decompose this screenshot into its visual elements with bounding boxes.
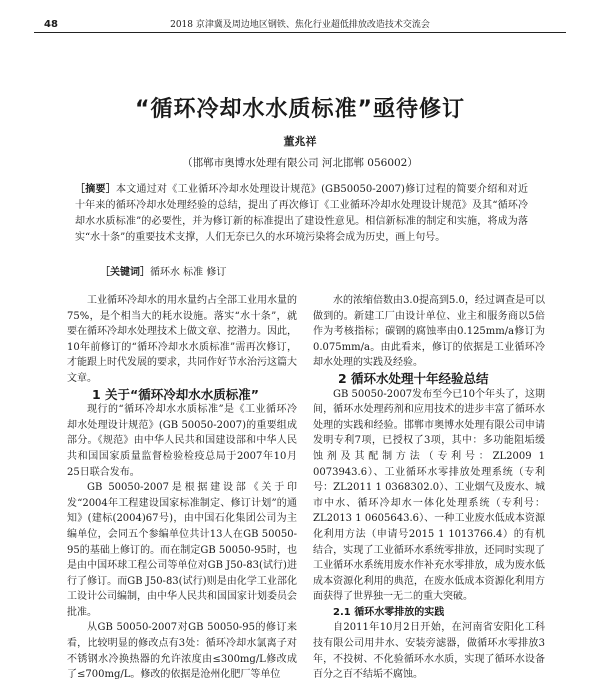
paragraph: 水的浓缩倍数由3.0提高到5.0，经过调查是可以做到的。新建工厂由设计单位、业主和服务商以5倍作为考核指标；碳钢的腐蚀率由0.125mm/a修订为0.075mm/a。由此看来，修订的依据是工业循环冷却水处理的实践及经验。 <box>313 295 545 369</box>
left-column <box>67 293 297 683</box>
paragraph: 工业循环冷却水的用水量约占全部工业用水量的75%，是个相当大的耗水设施。落实“水十条”，就要在循环冷却水处理技术上做文章、挖潜力。因此，10年前修订的“循环冷却水水质标准”需再次修订，才能跟上时代发展的要求，共同作好节水治污这篇大文章。 <box>67 295 297 384</box>
paragraph: 现行的“循环冷却水水质标准”是《工业循环冷却水处理设计规范》(GB 50050-2007)的重要组成部分。《规范》由中华人民共和国建设部和中华人民共和国国家质量监督检验检疫总局于2007年10月25日联合发布。 <box>67 404 297 478</box>
article-author: 董兆祥 <box>283 135 317 148</box>
right-column <box>313 293 545 683</box>
paragraph: 从GB 50050-2007对GB 50050-95的修订来看，比较明显的修改点有3处：循环冷却水氯离子对不锈钢水冷换热器的允许浓度由≤300mg/L修改成了≤700mg/L。修改的依据是沧州化肥厂等单位 <box>67 622 297 681</box>
author-affiliation: （邯郸市奥博水处理有限公司 河北邯郸 056002） <box>182 157 418 169</box>
paragraph: GB 50050-2007发布至今已10个年头了，这期间，循环水处理药剂和应用技术的进步丰富了循环水处理的实践和经验。邯郸市奥博水处理有限公司申请发明专利7项，已授权了3项，其中：多功能阻垢缓蚀剂及其配制方法（专利号：ZL2009 1 0073943.6）、工业循环水零排放处理系统（专利号：ZL2011 1 0368302.0）、工业烟气及废水、城市中水、循环冷却水一体化处理系统（专利号：ZL2013 1 0605643.6）、一种工业废水低成本资源化利用方法（申请号2015 1 1013766.4）的有机结合，实现了工业循环水系统零排放，还同时实现了工业循环水系统用废水作补充水零排放，成为废水低成本资源化利用的典范，在废水低成本资源化利用方面获得了世界独一无二的重大突破。 <box>313 388 545 603</box>
subsection-heading-2-1: 2.1 循环水零排放的实践 <box>333 606 445 618</box>
running-title: 2018 京津冀及周边地区钢铁、焦化行业超低排放改造技术交流会 <box>170 20 430 30</box>
keywords-text: 循环水 标准 修订 <box>150 267 227 278</box>
article-title: “循环冷却水水质标准”亟待修订 <box>135 97 465 122</box>
running-header <box>34 12 566 33</box>
page-number: 48 <box>44 19 58 30</box>
keywords-label: ［关键词］ <box>100 267 150 278</box>
abstract-label: ［摘要］ <box>75 184 117 195</box>
section-heading-2: 2 循环水处理十年经验总结 <box>338 370 489 386</box>
keywords <box>100 263 226 278</box>
abstract <box>75 182 528 246</box>
paragraph: 自2011年10月2日开始，在河南省安阳化工科技有限公司用井水、安装旁滤器，做循环水零排放3年，不投树、不化验循环水水质，实现了循环水设备百分之百不结垢不腐蚀。 <box>313 622 545 681</box>
abstract-text: 本文通过对《工业循环冷却水处理设计规范》(GB50050-2007)修订过程的简要介绍和对近十年来的循环冷却水处理经验的总结，提出了再次修订《工业循环冷却水处理设计规范》及其“循环冷却水水质标准”的必要性，并为修订新的标准提出了建设性意见。相信新标准的制定和实施，将成为落实“水十条”的重要技术支撑，人们无奈已久的水环境污染将会成为历史，画上句号。 <box>75 184 529 243</box>
section-heading-1: 1 关于“循环冷却水水质标准” <box>92 386 259 402</box>
paragraph: GB 50050-2007是根据建设部《关于印发“2004年工程建设国家标准制定、修订计划”的通知》(建标(2004)67号)，由中国石化集团公司为主编单位，会同五个参编单位共计13人在GB 50050-95的基础上修订的。而在制定GB 50050-95时，也是由中国环球工程公司等单位对GB J50-83(试行)进行了修订。而GB J50-83(试行)则是由化学工业部化工设计公司编制，由中华人民共和国国家计划委员会批准。 <box>67 482 297 618</box>
